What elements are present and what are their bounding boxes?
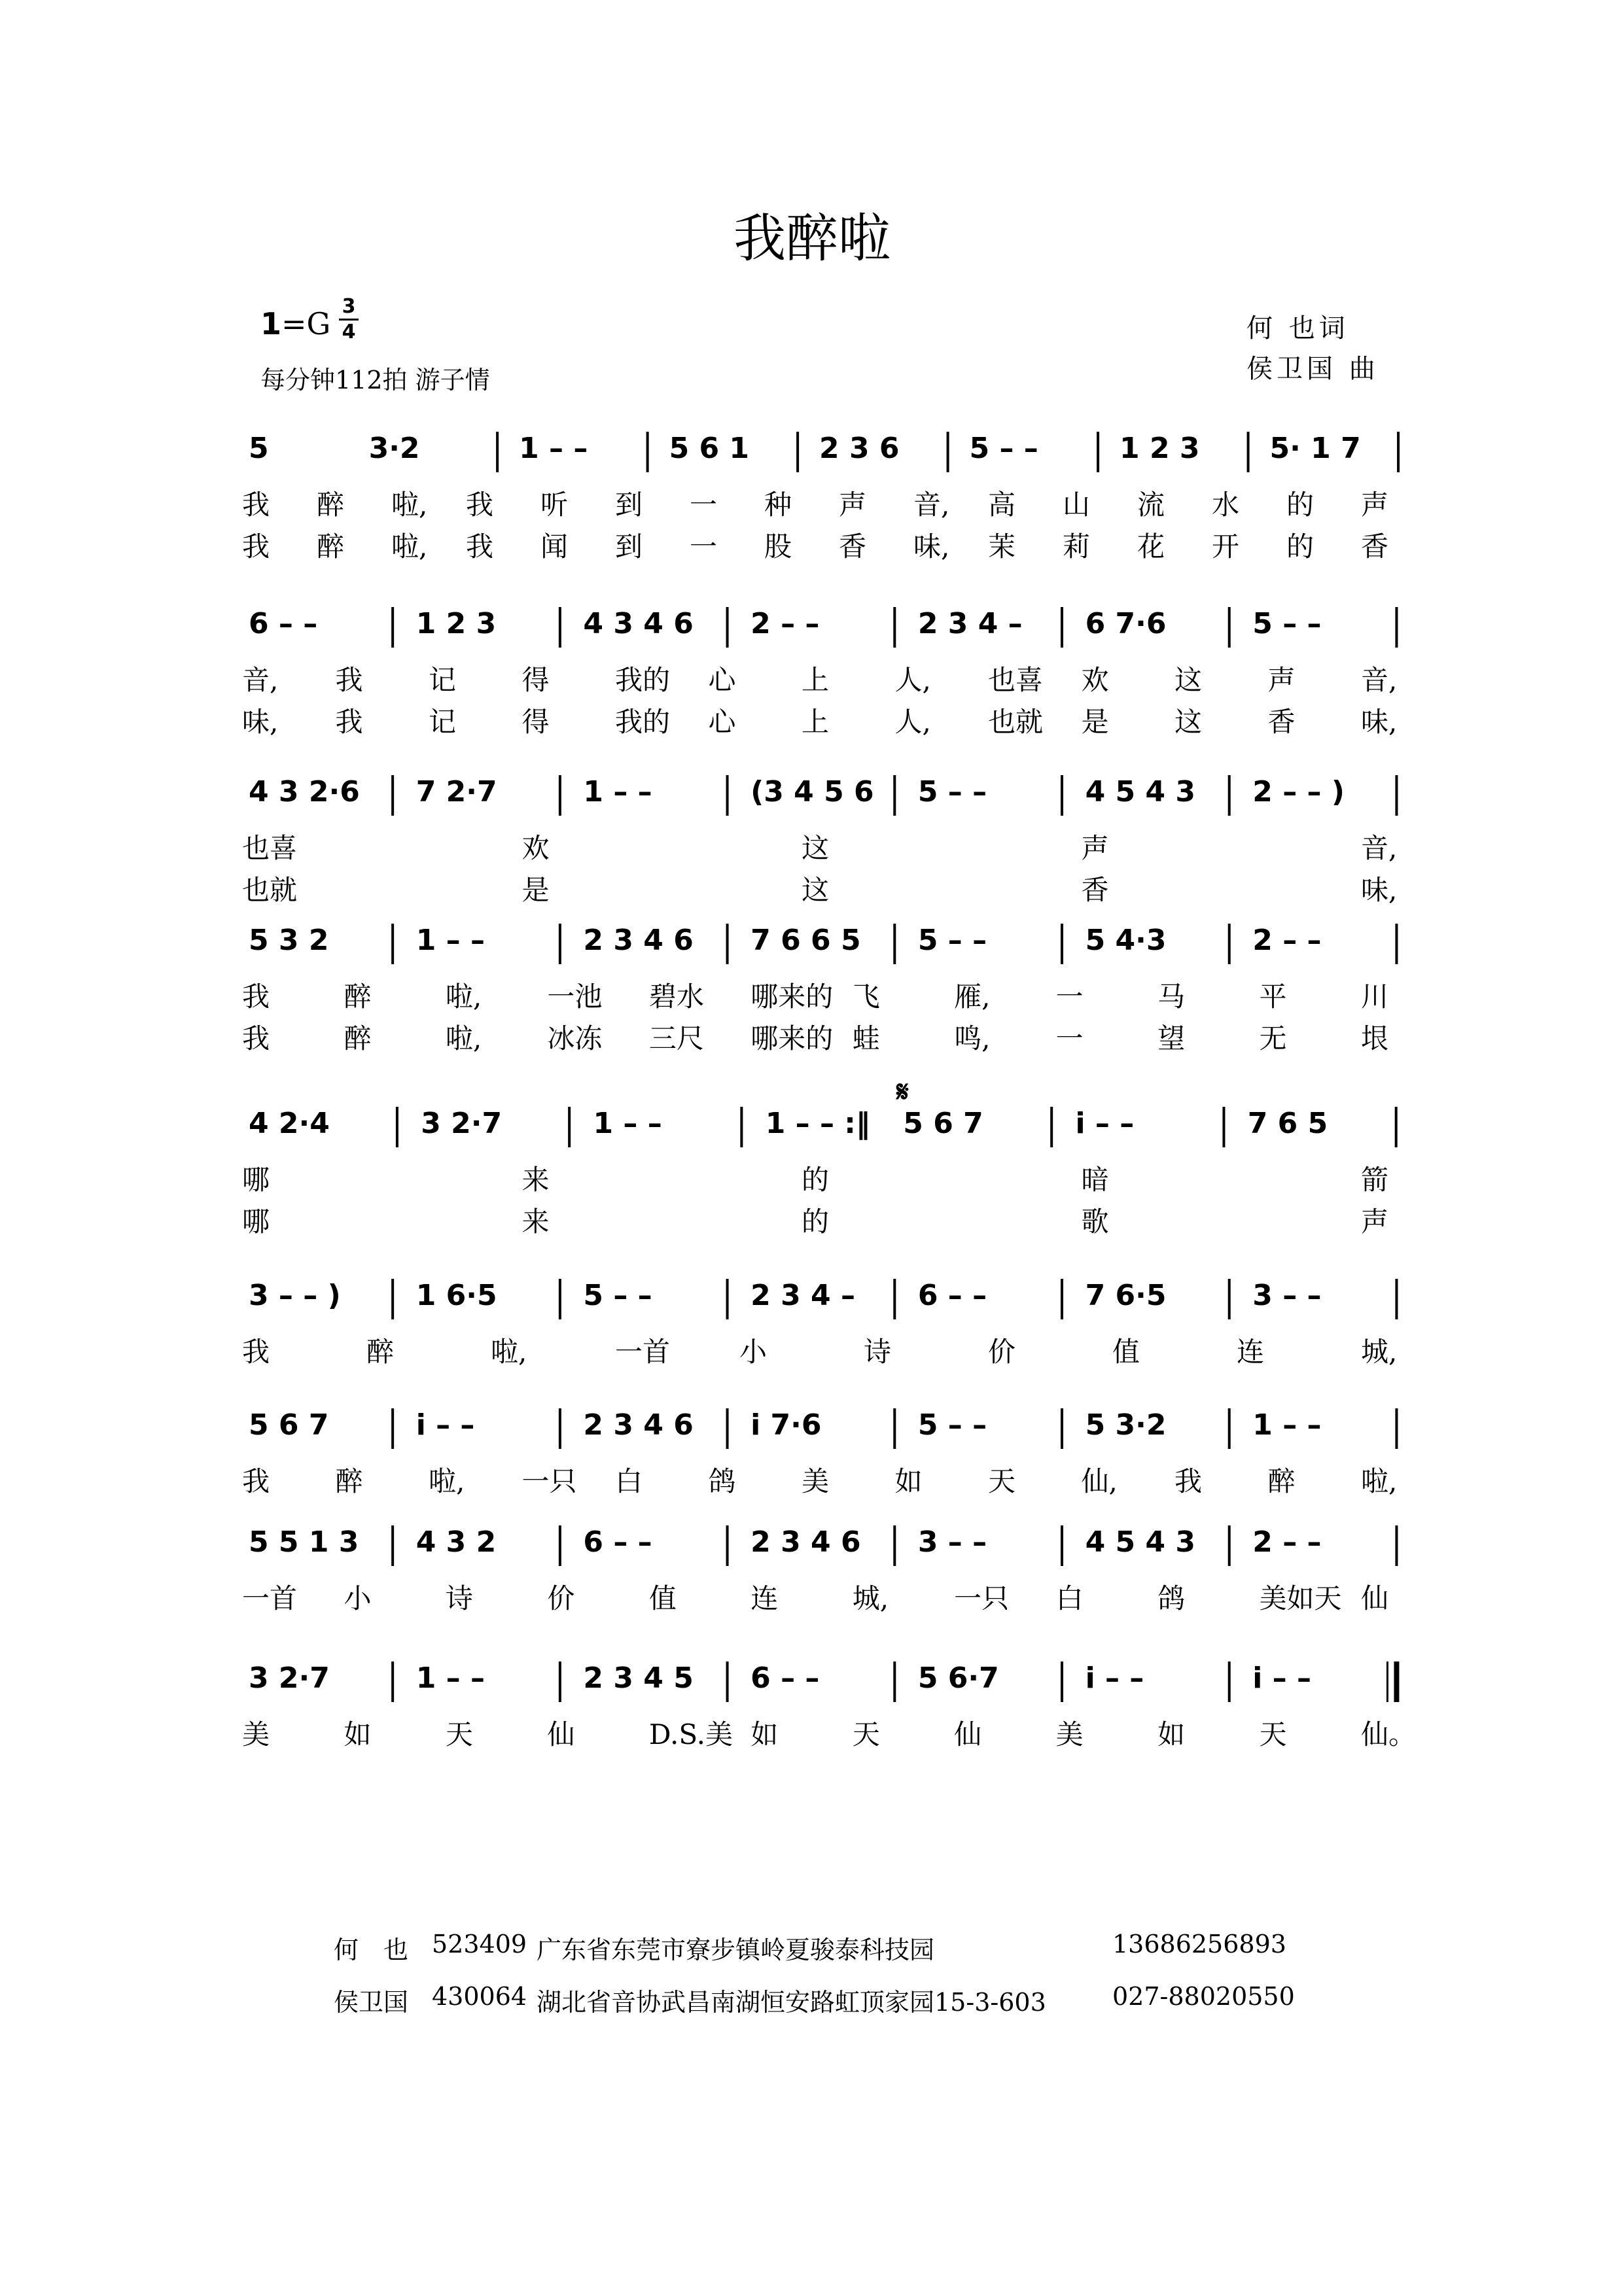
note-group: 2 3 6 [819, 432, 900, 465]
note-group: 5 – – [917, 775, 987, 809]
note-group: 3 – – [917, 1525, 987, 1559]
note-group: 2 3 4 5 [583, 1661, 694, 1695]
note-group: 1 2 3 [415, 607, 497, 640]
lyric-syllable: 也喜 [242, 832, 298, 864]
lyric-syllable: 鸽 [708, 1465, 736, 1497]
lyric-syllable: 啦, [491, 1336, 527, 1368]
note-group: 6 – – [249, 607, 318, 640]
lyric-syllable: 的 [802, 1164, 830, 1196]
lyric-syllable: 仙 [1361, 1582, 1389, 1614]
lyric-syllable: 醉 [366, 1336, 395, 1368]
contact-phone: 13686256893 [1112, 1930, 1286, 1958]
composer-credit: 侯卫国 曲 [1246, 354, 1379, 384]
lyric-syllable: 的 [1286, 489, 1315, 521]
contact-address: 广东省东莞市寮步镇岭夏骏泰科技园 [537, 1936, 935, 1964]
lyric-syllable: 音, [1361, 664, 1398, 696]
lyric-syllable: 音, [913, 489, 950, 521]
contact-phone: 027-88020550 [1112, 1982, 1295, 2011]
lyric-syllable: 哪 [242, 1164, 270, 1196]
lyric-syllable: 香 [839, 531, 867, 563]
lyric-syllable: 闻 [540, 531, 569, 563]
lyric-syllable: 香 [1361, 531, 1389, 563]
note-group: 6 – – [917, 1279, 987, 1312]
lyric-syllable: 醉 [1267, 1465, 1296, 1497]
lyric-syllable: 记 [429, 706, 457, 738]
lyric-syllable: 声 [1361, 1206, 1389, 1238]
lyric-syllable: 一 [1055, 981, 1084, 1013]
lyric-syllable: 音, [1361, 832, 1398, 864]
song-title: 我醉啦 [733, 208, 891, 269]
lyric-syllable: 冰冻 [547, 1022, 603, 1054]
contact-postcode: 430064 [432, 1982, 527, 2011]
lyric-syllable: 这 [1174, 664, 1203, 696]
note-group: 3 2·7 [249, 1661, 330, 1695]
lyric-syllable: 我的 [615, 664, 671, 696]
lyric-syllable: 的 [802, 1206, 830, 1238]
note-group: 2 3 4 – [750, 1279, 855, 1312]
note-group: 2 3 4 – [917, 607, 1023, 640]
lyric-syllable: 仙, [1081, 1465, 1118, 1497]
lyric-syllable: 小 [739, 1336, 768, 1368]
lyric-syllable: 价 [547, 1582, 575, 1614]
lyric-syllable: 白 [1055, 1582, 1084, 1614]
lyric-syllable: 也就 [988, 706, 1044, 738]
lyric-syllable: 的 [1286, 531, 1315, 563]
lyric-syllable: 山 [1063, 489, 1091, 521]
note-group: 4 5 4 3 [1085, 775, 1195, 809]
lyric-syllable: 啦, [445, 1022, 482, 1054]
lyric-syllable: 美 [1055, 1718, 1084, 1750]
tempo-marking: 每分钟112拍 游子情 [260, 366, 490, 394]
lyric-syllable: 味, [242, 706, 279, 738]
lyric-syllable: 我 [1174, 1465, 1203, 1497]
lyric-syllable: 小 [344, 1582, 372, 1614]
note-group: i 7·6 [750, 1408, 822, 1442]
lyric-syllable: 到 [615, 489, 643, 521]
lyric-syllable: 欢 [1081, 664, 1109, 696]
lyric-syllable: 开 [1212, 531, 1240, 563]
lyric-syllable: 天 [852, 1718, 880, 1750]
lyric-syllable: 听 [540, 489, 569, 521]
meter-bottom: 4 [342, 321, 356, 343]
lyric-syllable: 这 [802, 874, 830, 906]
lyric-syllable: 啦, [429, 1465, 465, 1497]
note-group: 5 5 1 3 [249, 1525, 359, 1559]
note-group: 5 [249, 432, 269, 465]
lyric-syllable: 我 [242, 489, 270, 521]
lyric-syllable: 啦, [1361, 1465, 1398, 1497]
lyric-syllable: 味, [1361, 874, 1398, 906]
lyric-syllable: 仙 [547, 1718, 575, 1750]
note-group: 2 3 4 6 [750, 1525, 861, 1559]
note-group: 4 5 4 3 [1085, 1525, 1195, 1559]
note-group: 1 – – [593, 1107, 662, 1140]
lyric-syllable: 我 [466, 489, 494, 521]
lyric-syllable: 垠 [1361, 1022, 1389, 1054]
note-group: 7 6·5 [1085, 1279, 1167, 1312]
meter-top: 3 [342, 295, 356, 318]
lyric-syllable: 来 [521, 1164, 550, 1196]
note-group: 3·2 [368, 432, 420, 465]
lyric-syllable: 诗 [864, 1336, 892, 1368]
lyric-syllable: 醉 [344, 981, 372, 1013]
lyric-syllable: 声 [1267, 664, 1296, 696]
lyric-syllable: 我 [335, 706, 363, 738]
lyric-syllable: 醉 [317, 489, 345, 521]
note-group: 3 2·7 [421, 1107, 503, 1140]
lyric-syllable: 碧水 [648, 981, 704, 1013]
note-group: 1 2 3 [1120, 432, 1200, 465]
lyric-syllable: 得 [521, 706, 550, 738]
lyric-syllable: 声 [1081, 832, 1109, 864]
lyric-syllable: 这 [802, 832, 830, 864]
lyric-syllable: 也喜 [988, 664, 1044, 696]
note-group: 6 – – [750, 1661, 820, 1695]
key-tonic: 1 [260, 306, 282, 341]
lyric-syllable: 马 [1157, 981, 1186, 1013]
note-group: 5 6 7 [249, 1408, 329, 1442]
note-group: 6 – – [583, 1525, 652, 1559]
note-group: 1 – – [1252, 1408, 1322, 1442]
lyricist-credit: 何 也词 [1246, 313, 1349, 343]
lyric-syllable: 声 [839, 489, 867, 521]
note-group: 5 6 7 [903, 1107, 983, 1140]
note-group: 5 4·3 [1085, 924, 1167, 957]
lyric-syllable: 记 [429, 664, 457, 696]
lyric-syllable: 茉 [988, 531, 1016, 563]
lyric-syllable: 美如天 [1259, 1582, 1342, 1614]
lyric-syllable: 一 [1055, 1022, 1084, 1054]
lyric-syllable: 仙。 [1361, 1718, 1417, 1750]
lyric-syllable: 香 [1081, 874, 1109, 906]
lyric-syllable: 上 [802, 664, 830, 696]
note-group: (3 4 5 6 [750, 775, 874, 809]
note-group: 5 – – [1252, 607, 1322, 640]
lyric-syllable: 一 [690, 489, 718, 521]
lyric-syllable: 来 [521, 1206, 550, 1238]
lyric-syllable: 蛙 [852, 1022, 880, 1054]
note-group: 5 3·2 [1085, 1408, 1167, 1442]
lyric-syllable: 我 [242, 1022, 270, 1054]
note-group: 5 – – [917, 924, 987, 957]
contact-name: 何 也 [334, 1936, 409, 1964]
lyric-syllable: 我 [242, 1336, 270, 1368]
lyric-syllable: 啦, [445, 981, 482, 1013]
lyric-syllable: 音, [242, 664, 279, 696]
note-group: 2 – – ) [1252, 775, 1345, 809]
lyric-syllable: 望 [1157, 1022, 1186, 1054]
key-name: =G [281, 306, 331, 341]
lyric-syllable: 鸽 [1157, 1582, 1186, 1614]
note-group: 1 – – [583, 775, 652, 809]
lyric-syllable: 无 [1259, 1022, 1287, 1054]
lyric-syllable: 是 [521, 874, 550, 906]
lyric-syllable: 诗 [445, 1582, 473, 1614]
contact-name: 侯卫国 [334, 1988, 409, 2017]
note-group: 2 – – [750, 607, 820, 640]
lyric-syllable: 暗 [1081, 1164, 1109, 1196]
lyric-syllable: 一首 [242, 1582, 298, 1614]
lyric-syllable: 高 [988, 489, 1016, 521]
lyric-syllable: 心 [708, 664, 736, 696]
lyric-syllable: 飞 [852, 981, 880, 1013]
note-group: 2 – – [1252, 924, 1322, 957]
lyric-syllable: 雁, [954, 981, 991, 1013]
lyric-syllable: 天 [1259, 1718, 1287, 1750]
lyric-syllable: 仙 [954, 1718, 982, 1750]
note-group: 5 – – [917, 1408, 987, 1442]
note-group: 4 3 4 6 [583, 607, 694, 640]
lyric-syllable: 天 [445, 1718, 473, 1750]
note-group: 4 3 2 [415, 1525, 497, 1559]
note-group: 4 2·4 [249, 1107, 330, 1140]
note-group: 5 6·7 [917, 1661, 999, 1695]
note-group: 1 – – :‖ [765, 1107, 870, 1140]
lyric-syllable: 水 [1212, 489, 1240, 521]
lyric-syllable: 我 [335, 664, 363, 696]
lyric-syllable: 城, [852, 1582, 889, 1614]
lyric-syllable: 天 [988, 1465, 1016, 1497]
note-group: 6 7·6 [1085, 607, 1167, 640]
lyric-syllable: 美 [242, 1718, 270, 1750]
lyric-syllable: 种 [764, 489, 792, 521]
lyric-syllable: 香 [1267, 706, 1296, 738]
lyric-syllable: 哪 [242, 1206, 270, 1238]
note-group: 2 3 4 6 [583, 924, 694, 957]
lyric-syllable: 连 [750, 1582, 779, 1614]
lyric-syllable: 三尺 [648, 1022, 704, 1054]
lyric-syllable: 美 [802, 1465, 830, 1497]
contact-postcode: 523409 [432, 1930, 527, 1958]
note-group: 7 6 6 5 [750, 924, 861, 957]
note-group: 5 6 1 [669, 432, 750, 465]
lyric-syllable: 声 [1361, 489, 1389, 521]
lyric-syllable: 味, [913, 531, 950, 563]
lyric-syllable: 我 [242, 1465, 270, 1497]
lyric-syllable: 股 [764, 531, 792, 563]
lyric-syllable: 流 [1137, 489, 1165, 521]
note-group: 2 3 4 6 [583, 1408, 694, 1442]
note-group: i – – [1085, 1661, 1144, 1695]
lyric-syllable: 值 [1112, 1336, 1140, 1368]
lyric-syllable: D.S.美 [648, 1718, 733, 1750]
note-group: i – – [415, 1408, 475, 1442]
lyric-syllable: 一只 [954, 1582, 1010, 1614]
note-group: 1 – – [415, 1661, 485, 1695]
note-group: 4 3 2·6 [249, 775, 360, 809]
note-group: 1 6·5 [415, 1279, 497, 1312]
lyric-syllable: 如 [344, 1718, 372, 1750]
lyric-syllable: 啦, [391, 489, 428, 521]
contact-address: 湖北省音协武昌南湖恒安路虹顶家园15-3-603 [537, 1988, 1046, 2017]
lyric-syllable: 箭 [1361, 1164, 1389, 1196]
lyric-syllable: 醉 [335, 1465, 363, 1497]
lyric-syllable: 平 [1259, 981, 1287, 1013]
lyric-syllable: 我 [242, 531, 270, 563]
lyric-syllable: 一只 [521, 1465, 577, 1497]
note-group: 5 – – [583, 1279, 652, 1312]
lyric-syllable: 味, [1361, 706, 1398, 738]
segno-sign: 𝄋 [896, 1075, 909, 1109]
note-group: 5· 1 7 [1269, 432, 1361, 465]
lyric-syllable: 如 [894, 1465, 923, 1497]
note-group: 7 2·7 [415, 775, 497, 809]
lyric-syllable: 价 [988, 1336, 1016, 1368]
note-group: 1 – – [519, 432, 588, 465]
lyric-syllable: 一 [690, 531, 718, 563]
lyric-syllable: 啦, [391, 531, 428, 563]
lyric-syllable: 人, [894, 664, 931, 696]
lyric-syllable: 我 [242, 981, 270, 1013]
note-group: i – – [1075, 1107, 1135, 1140]
lyric-syllable: 醉 [344, 1022, 372, 1054]
note-group: 5 – – [969, 432, 1038, 465]
lyric-syllable: 白 [615, 1465, 643, 1497]
lyric-syllable: 也就 [242, 874, 298, 906]
lyric-syllable: 鸣, [954, 1022, 991, 1054]
lyric-syllable: 人, [894, 706, 931, 738]
note-group: 5 3 2 [249, 924, 329, 957]
lyric-syllable: 值 [648, 1582, 677, 1614]
lyric-syllable: 这 [1174, 706, 1203, 738]
lyric-syllable: 是 [1081, 706, 1109, 738]
lyric-syllable: 连 [1237, 1336, 1265, 1368]
lyric-syllable: 我的 [615, 706, 671, 738]
note-group: 7 6 5 [1247, 1107, 1328, 1140]
lyric-syllable: 欢 [521, 832, 550, 864]
lyric-syllable: 川 [1361, 981, 1389, 1013]
lyric-syllable: 歌 [1081, 1206, 1109, 1238]
note-group: 2 – – [1252, 1525, 1322, 1559]
note-group: 3 – – [1252, 1279, 1322, 1312]
lyric-syllable: 哪来的 [750, 1022, 834, 1054]
lyric-syllable: 一首 [615, 1336, 671, 1368]
lyric-syllable: 花 [1137, 531, 1165, 563]
note-group: i – – [1252, 1661, 1312, 1695]
lyric-syllable: 心 [708, 706, 736, 738]
lyric-syllable: 我 [466, 531, 494, 563]
lyric-syllable: 莉 [1063, 531, 1091, 563]
lyric-syllable: 如 [750, 1718, 779, 1750]
lyric-syllable: 一池 [547, 981, 603, 1013]
lyric-syllable: 醉 [317, 531, 345, 563]
lyric-syllable: 上 [802, 706, 830, 738]
lyric-syllable: 哪来的 [750, 981, 834, 1013]
lyric-syllable: 得 [521, 664, 550, 696]
note-group: 1 – – [415, 924, 485, 957]
lyric-syllable: 到 [615, 531, 643, 563]
lyric-syllable: 城, [1361, 1336, 1398, 1368]
note-group: 3 – – ) [249, 1279, 341, 1312]
lyric-syllable: 如 [1157, 1718, 1186, 1750]
